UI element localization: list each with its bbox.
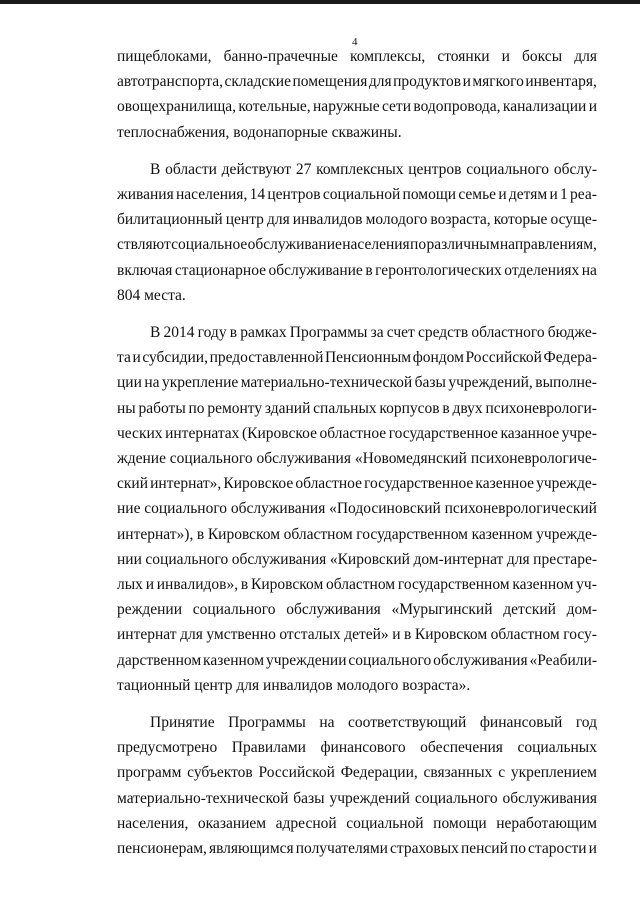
word: средств [417, 324, 469, 342]
word: с [498, 764, 506, 782]
word: областного [471, 324, 545, 342]
document-body [117, 44, 597, 861]
word: престаре- [533, 550, 597, 568]
word: и [145, 576, 154, 594]
word: интернат»), [117, 525, 194, 543]
word: уч- [576, 576, 597, 594]
word: для [574, 48, 597, 65]
word: дарственном [117, 651, 202, 669]
word: Кировском [207, 525, 281, 543]
text-line [150, 157, 597, 182]
word: инвентаря, [525, 73, 597, 91]
word: мягкого [472, 73, 524, 91]
word: центров [408, 160, 462, 178]
word: Кировское [223, 475, 294, 493]
word: ны [117, 399, 136, 417]
word: социальной [322, 186, 401, 204]
word: укреплением [510, 764, 597, 782]
word: помещения [292, 73, 368, 91]
word: населения, [117, 814, 189, 832]
word: помощи [402, 186, 457, 204]
word: в [365, 261, 373, 279]
text-line [117, 69, 597, 94]
word: учрежде- [536, 475, 597, 493]
word: и [498, 186, 507, 204]
word: на [581, 261, 597, 279]
text-line [117, 370, 597, 395]
word: базы [414, 374, 446, 392]
word: в [229, 324, 238, 342]
text-line [117, 44, 597, 69]
word: связанных [423, 764, 493, 782]
word: рамках [240, 324, 287, 342]
word: осуще- [550, 211, 597, 229]
word: пищеблоками, [117, 48, 212, 65]
word: пенсий [460, 840, 508, 858]
word: реа- [570, 186, 597, 204]
word: в [240, 576, 249, 594]
word: и [392, 626, 401, 644]
word: государственном [397, 576, 510, 594]
word: и [501, 48, 510, 65]
text-line [117, 446, 597, 471]
word: соответствующий [348, 714, 467, 732]
paragraph-program-adoption [117, 710, 597, 861]
word: социального [414, 789, 498, 807]
word: реждении [117, 601, 182, 619]
word: и [132, 349, 141, 367]
word: получателями [295, 840, 388, 858]
word: водопровода, [413, 98, 501, 116]
text-line [117, 786, 597, 811]
text-line [117, 207, 597, 232]
text-line [117, 735, 597, 760]
text-line [117, 597, 597, 622]
word: ремонту [207, 399, 263, 417]
word: областном [326, 576, 396, 594]
word: социального [145, 550, 229, 568]
word: неработающим [496, 814, 597, 832]
word: социального [348, 651, 432, 669]
word: по [410, 236, 427, 254]
word: обслуживание [268, 261, 363, 279]
word: ческих [117, 424, 163, 442]
word: Кировском [251, 576, 324, 594]
word: адресной [275, 814, 337, 832]
word: Российской [258, 764, 335, 782]
word: живания [117, 186, 174, 204]
word: направлениям, [499, 236, 597, 254]
word: и [549, 186, 558, 204]
word: Кировском [414, 626, 488, 644]
word: для [180, 626, 203, 644]
word: казенное [475, 475, 535, 493]
text-line: теплоснабжения, водонапорные скважины. [117, 123, 402, 141]
word: овощехранилища, [117, 98, 237, 116]
word: в [404, 626, 412, 644]
word: нии [117, 550, 142, 568]
text-line [117, 94, 597, 119]
word: для [368, 73, 392, 91]
word: психоневрологиче- [470, 450, 597, 468]
word: на [319, 714, 335, 732]
word: центров [267, 186, 321, 204]
word: фондом [412, 349, 464, 367]
word: учреждений [329, 789, 410, 807]
word: страховых [390, 840, 459, 858]
word: психоневрологи- [485, 399, 597, 417]
text-line [117, 182, 597, 207]
word: социального [192, 601, 276, 619]
paragraph-social-centers [117, 157, 597, 308]
text-line [117, 572, 597, 597]
word: возраста, [430, 211, 491, 229]
word: областном [490, 626, 560, 644]
word: В [150, 324, 161, 342]
word: субъектов [187, 764, 253, 782]
word: году [197, 324, 227, 342]
word: населения, [175, 186, 248, 204]
text-line [117, 648, 597, 673]
word: различным [426, 236, 500, 254]
word: обслуживания [502, 789, 597, 807]
word: являющимся [208, 840, 294, 858]
word: обслуживания [230, 500, 326, 518]
text-line [117, 496, 597, 521]
word: та [117, 349, 131, 367]
word: социальных [517, 739, 597, 757]
word: двух [452, 399, 483, 417]
word: обслуживания [256, 450, 351, 468]
word: корпусов [379, 399, 440, 417]
text-line [117, 811, 597, 836]
word: предоставленной [209, 349, 324, 367]
text-line [117, 622, 597, 647]
word: укрепление [161, 374, 239, 392]
word: счет [386, 324, 415, 342]
word: дом- [566, 601, 597, 619]
word: стационарное [174, 261, 267, 279]
word: субсидии, [142, 349, 208, 367]
word: семье [458, 186, 497, 204]
word: областном [283, 525, 353, 543]
word: инвалидов [292, 211, 363, 229]
word: казанное [500, 424, 560, 442]
word: по [188, 399, 205, 417]
word: государственное [364, 475, 474, 493]
word: государственное [388, 424, 498, 442]
word: Федерации, [340, 764, 418, 782]
word: обеспечения [420, 739, 503, 757]
word: психоневрологический [444, 500, 597, 518]
word: учреждений, [448, 374, 533, 392]
word: год [575, 714, 597, 732]
word: бюдже- [547, 324, 597, 342]
word: отделениях [504, 261, 580, 279]
word: казенном [512, 576, 574, 594]
word: по [509, 840, 526, 858]
word: стоянки [437, 48, 490, 65]
text-line [117, 760, 597, 785]
word: комплексы, [350, 48, 426, 65]
word: интернатах [165, 424, 240, 442]
word: оказанием [197, 814, 267, 832]
word: Принятие [150, 714, 215, 732]
word: социального [169, 450, 253, 468]
word: социального [466, 160, 550, 178]
text-line [117, 396, 597, 421]
word: в [442, 399, 450, 417]
word: отсталых [279, 626, 341, 644]
word: ский [117, 475, 148, 493]
word: интернат [117, 626, 177, 644]
word: обслуживания [231, 550, 327, 568]
word: В [150, 160, 161, 178]
word: банно-прачечные [223, 48, 338, 65]
word: 27 [295, 160, 312, 178]
word: молодого [365, 211, 428, 229]
word: «Подосиновский [329, 500, 441, 518]
text-line [117, 471, 597, 496]
text-line [150, 320, 597, 345]
word: 2014 [163, 324, 195, 342]
word: детям [508, 186, 548, 204]
word: госу- [563, 626, 597, 644]
text-line [117, 522, 597, 547]
word: пенсионерам, [117, 840, 207, 858]
word: за [370, 324, 384, 342]
word: предусмотрено [117, 739, 218, 757]
word: обслуживание [247, 236, 342, 254]
word: казенном [203, 651, 265, 669]
word: геронтологических [375, 261, 502, 279]
word: государственном [356, 525, 468, 543]
word: ние [117, 500, 141, 518]
word: социальной [346, 814, 424, 832]
word: которые [493, 211, 548, 229]
word: выполне- [535, 374, 597, 392]
word: учрежде- [536, 525, 597, 543]
word: учреждении [265, 651, 347, 669]
text-line [150, 710, 597, 735]
word: ствляют [117, 236, 171, 254]
word: Программы [289, 324, 368, 342]
word: для [506, 550, 530, 568]
word: лых [117, 576, 143, 594]
word: «Реабили- [529, 651, 597, 669]
paragraph-2014-program [117, 320, 597, 698]
word: материально-технической [240, 374, 413, 392]
word: детей» [344, 626, 389, 644]
word: наружные [313, 98, 380, 116]
word: канализации [502, 98, 587, 116]
word: спальных [313, 399, 377, 417]
word: инвалидов», [156, 576, 239, 594]
word: Программы [228, 714, 306, 732]
word: Федера- [543, 349, 597, 367]
word: для [266, 211, 290, 229]
word: умственно [206, 626, 276, 644]
word: автотранспорта, [117, 73, 224, 91]
word: областное [319, 424, 387, 442]
word: помощи [433, 814, 487, 832]
text-line [117, 345, 597, 370]
word: социальное [171, 236, 248, 254]
word: складские [224, 73, 291, 91]
text-line [117, 232, 597, 257]
word: «Мурыгинский [391, 601, 493, 619]
word: «Новомедянский [354, 450, 467, 468]
word: зданий [264, 399, 311, 417]
word: комплексных [316, 160, 404, 178]
word: включая [117, 261, 173, 279]
word: котельные, [238, 98, 311, 116]
word: обслуживания [433, 651, 528, 669]
word: населения [342, 236, 410, 254]
word: материально-технической [117, 789, 289, 807]
word: центр [225, 211, 264, 229]
word: области [165, 160, 217, 178]
word: в [196, 525, 205, 543]
text-line: 804 места. [117, 286, 186, 304]
word: действуют [221, 160, 292, 178]
word: областное [295, 475, 362, 493]
paragraph-facilities-continued [117, 44, 597, 145]
word: работы [138, 399, 186, 417]
word: ждение [117, 450, 166, 468]
word: базы [293, 789, 325, 807]
word: Пенсионным [324, 349, 412, 367]
word: программ [117, 764, 182, 782]
page-number: 4 [352, 36, 358, 48]
word: Правилами [231, 739, 306, 757]
word: финансового [320, 739, 406, 757]
word: сети [381, 98, 412, 116]
word: старости [528, 840, 587, 858]
word: социального [144, 500, 228, 518]
word: и [588, 98, 597, 116]
word: учре- [561, 424, 597, 442]
word: ции [117, 374, 142, 392]
word: билитационный [117, 211, 223, 229]
word: и [462, 73, 471, 91]
text-line [117, 836, 597, 861]
word: казенном [471, 525, 533, 543]
word: интернат», [150, 475, 222, 493]
word: продуктов [393, 73, 462, 91]
word: 1 [560, 186, 568, 204]
word: Российской [465, 349, 542, 367]
text-line: тационный центр для инвалидов молодого возраста». [117, 676, 471, 694]
word: (Кировское [241, 424, 317, 442]
word: боксы [522, 48, 563, 65]
word: детский [503, 601, 556, 619]
word: финансовый [479, 714, 563, 732]
word: обслу- [553, 160, 597, 178]
word: и [588, 840, 597, 858]
word: дом-интернат [413, 550, 504, 568]
word: на [144, 374, 160, 392]
text-line [117, 547, 597, 572]
text-line [117, 258, 597, 283]
page-top-border [0, 0, 640, 4]
text-line [117, 421, 597, 446]
word: обслуживания [286, 601, 381, 619]
word: 14 [249, 186, 266, 204]
word: «Кировский [329, 550, 410, 568]
